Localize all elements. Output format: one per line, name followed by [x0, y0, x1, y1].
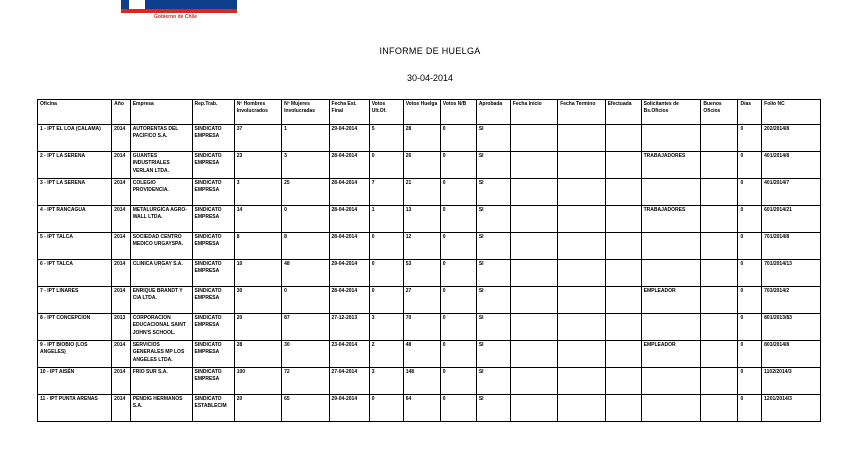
table-cell [558, 341, 605, 368]
table-cell: SI [476, 314, 510, 341]
table-cell: 64 [403, 395, 440, 422]
table-cell: SINDICATO EMPRESA [192, 314, 234, 341]
table-cell: 11 - IPT PUNTA ARENAS [38, 395, 112, 422]
column-header: Oficina [38, 100, 112, 125]
table-header-row [38, 100, 821, 125]
table-cell: 2014 [112, 395, 131, 422]
column-header: Buenos Oficios [701, 100, 738, 125]
table-cell [605, 125, 641, 152]
column-header: Días [738, 100, 762, 125]
table-cell: SINDICATO EMPRESA [192, 233, 234, 260]
table-cell [510, 314, 557, 341]
table-cell [558, 206, 605, 233]
table-cell: 401/2014/8 [762, 152, 821, 179]
table-cell: 9 - IPT BIOBIO (LOS ANGELES) [38, 341, 112, 368]
table-cell [605, 287, 641, 314]
logo-red-stripe [121, 9, 237, 13]
table-cell: 28-04-2014 [329, 152, 369, 179]
table-cell: 2 [369, 341, 403, 368]
table-row [38, 233, 821, 260]
table-cell [558, 152, 605, 179]
table-cell: 29-04-2014 [329, 395, 369, 422]
table-cell: 7 [369, 179, 403, 206]
column-header: Fecha Est. Final [329, 100, 369, 125]
table-cell: 0 [738, 368, 762, 395]
table-cell: 20 [234, 314, 281, 341]
table-cell: 2 - IPT LA SERENA [38, 152, 112, 179]
table-cell [701, 395, 738, 422]
table-cell: 27-04-2014 [329, 368, 369, 395]
table-cell: SI [476, 179, 510, 206]
table-cell: 1201/2014/3 [762, 395, 821, 422]
table-cell: 2014 [112, 368, 131, 395]
table-cell [510, 179, 557, 206]
table-cell: SI [476, 341, 510, 368]
table-cell [510, 341, 557, 368]
table-cell: 0 [369, 233, 403, 260]
table-cell: SINDICATO EMPRESA [192, 206, 234, 233]
table-cell: SI [476, 395, 510, 422]
table-cell [605, 314, 641, 341]
table-cell: 0 [440, 152, 476, 179]
table-cell [641, 314, 701, 341]
table-cell: EMPLEADOR [641, 287, 701, 314]
table-cell: FRIO SUR S.A. [130, 368, 192, 395]
table-cell: 2013 [112, 314, 131, 341]
table-cell: 3 [369, 314, 403, 341]
table-cell: 100 [234, 368, 281, 395]
table-cell [701, 287, 738, 314]
logo-caption: Gobierno de Chile [154, 14, 198, 20]
column-header: Año [112, 100, 131, 125]
table-cell: 2014 [112, 287, 131, 314]
table-cell: 27-12-2013 [329, 314, 369, 341]
table-cell: SINDICATO EMPRESA [192, 287, 234, 314]
column-header: Empresa [130, 100, 192, 125]
table-cell [558, 260, 605, 287]
table-cell: SI [476, 152, 510, 179]
column-header: Fecha Termino [558, 100, 605, 125]
table-cell: 148 [403, 368, 440, 395]
table-cell: 53 [403, 260, 440, 287]
table-cell: 0 [738, 314, 762, 341]
table-cell: 28 [403, 125, 440, 152]
table-cell: 0 [440, 314, 476, 341]
table-cell: 27 [403, 287, 440, 314]
table-cell [701, 368, 738, 395]
table-cell: 70 [403, 314, 440, 341]
table-cell: 12 [403, 233, 440, 260]
table-cell: 29-04-2014 [329, 260, 369, 287]
table-cell: 3 [282, 152, 329, 179]
table-cell: 0 [440, 233, 476, 260]
table-cell: 0 [738, 395, 762, 422]
table-cell: SOCIEDAD CENTRO MEDICO URGAYSPA. [130, 233, 192, 260]
table-cell: 0 [282, 287, 329, 314]
table-cell: 8 - IPT CONCEPCION [38, 314, 112, 341]
table-cell: GUANTES INDUSTRIALES VERLAN LTDA. [130, 152, 192, 179]
table-cell [641, 233, 701, 260]
table-cell [701, 260, 738, 287]
table-cell: 23-04-2014 [329, 341, 369, 368]
table-cell: TRABAJADORES [641, 152, 701, 179]
table-row [38, 206, 821, 233]
table-cell [558, 395, 605, 422]
table-cell [641, 125, 701, 152]
table-cell: 1 [369, 206, 403, 233]
table-cell: EMPLEADOR [641, 341, 701, 368]
table-cell: 1 [282, 125, 329, 152]
table-cell [558, 368, 605, 395]
table-cell [641, 260, 701, 287]
column-header: Folio NC [762, 100, 821, 125]
table-cell [701, 341, 738, 368]
table-cell: SINDICATO EMPRESA [192, 368, 234, 395]
column-header: Votos Huelga [403, 100, 440, 125]
table-cell [605, 395, 641, 422]
table-cell: SI [476, 233, 510, 260]
logo-star-square [129, 0, 145, 9]
table-cell: AUTORENTAS DEL PACIFICO S.A. [130, 125, 192, 152]
table-cell: 0 [440, 179, 476, 206]
table-cell: 0 [440, 395, 476, 422]
table-cell: 25 [282, 179, 329, 206]
table-cell [641, 395, 701, 422]
table-cell: 87 [282, 314, 329, 341]
table-cell: 7 - IPT LINARES [38, 287, 112, 314]
table-cell: 28-04-2014 [329, 287, 369, 314]
table-cell [558, 287, 605, 314]
table-cell: 0 [440, 341, 476, 368]
table-cell: 0 [738, 341, 762, 368]
table-cell: 14 [234, 206, 281, 233]
table-cell: 1 - IPT EL LOA (CALAMA) [38, 125, 112, 152]
table-cell [510, 152, 557, 179]
table-row [38, 287, 821, 314]
table-cell: 0 [738, 179, 762, 206]
table-cell: CORPORACION EDUCACIONAL SAINT JOHN'S SCHOOL. [130, 314, 192, 341]
table-cell [605, 341, 641, 368]
table-cell: 23 [234, 152, 281, 179]
column-header: Votos Ult.Of. [369, 100, 403, 125]
table-cell: 803/2014/8 [762, 341, 821, 368]
table-cell: 10 [234, 260, 281, 287]
table-cell [558, 314, 605, 341]
table-cell: COLEGIO PROVIDENCIA. [130, 179, 192, 206]
table-cell: 0 [440, 368, 476, 395]
table-row [38, 260, 821, 287]
table-cell: 65 [282, 395, 329, 422]
table-cell: 0 [440, 206, 476, 233]
table-cell: 28-04-2014 [329, 206, 369, 233]
table-cell: SI [476, 260, 510, 287]
table-cell: 28 [234, 341, 281, 368]
table-cell: 13 [403, 206, 440, 233]
table-cell: 8 [234, 233, 281, 260]
table-cell: 0 [282, 206, 329, 233]
table-cell [510, 125, 557, 152]
table-cell: SI [476, 368, 510, 395]
table-cell: 21 [403, 179, 440, 206]
table-cell: TRABAJADORES [641, 206, 701, 233]
table-cell: 3 - IPT LA SERENA [38, 179, 112, 206]
table-cell: SINDICATO EMPRESA [192, 152, 234, 179]
table-cell: 601/2014/21 [762, 206, 821, 233]
table-cell [558, 233, 605, 260]
table-cell [701, 233, 738, 260]
table-cell: PENDIG HERMANOS S.A. [130, 395, 192, 422]
table-cell [558, 179, 605, 206]
table-cell: 0 [738, 206, 762, 233]
table-body [38, 125, 821, 422]
column-header: Nº Hombres Involucrados [234, 100, 281, 125]
table-cell: 2014 [112, 152, 131, 179]
table-cell: SINDICATO EMPRESA [192, 341, 234, 368]
table-cell: 0 [369, 152, 403, 179]
report-title: INFORME DE HUELGA [379, 46, 481, 56]
table-cell [701, 125, 738, 152]
table-cell: 701/2014/8 [762, 233, 821, 260]
table-cell: 0 [738, 125, 762, 152]
table-cell [605, 206, 641, 233]
table-cell: 0 [738, 287, 762, 314]
table-cell: SI [476, 206, 510, 233]
column-header: Solicitantes de Bs.Oficios [641, 100, 701, 125]
table-cell: 10 - IPT AISÉN [38, 368, 112, 395]
table-cell [510, 206, 557, 233]
table-cell [605, 152, 641, 179]
table-cell: 2014 [112, 206, 131, 233]
table-cell: 2014 [112, 233, 131, 260]
table-cell [701, 314, 738, 341]
table-cell [510, 287, 557, 314]
table-row [38, 314, 821, 341]
table-cell: SINDICATO ESTABLECIM [192, 395, 234, 422]
table-cell: 703/2014/2 [762, 287, 821, 314]
table-cell [558, 125, 605, 152]
table-cell: 29-04-2014 [329, 125, 369, 152]
table-cell: 72 [282, 368, 329, 395]
table-cell [510, 260, 557, 287]
table-cell: 1102/2014/3 [762, 368, 821, 395]
table-cell [605, 368, 641, 395]
table-row [38, 125, 821, 152]
table-cell: METALURGICA AGRO-WALL LTDA. [130, 206, 192, 233]
table-cell: 20 [234, 395, 281, 422]
table-cell: 4 - IPT RANCAGUA [38, 206, 112, 233]
table-cell: 0 [738, 233, 762, 260]
table-cell: 202/2014/8 [762, 125, 821, 152]
table-cell: 28-04-2014 [329, 233, 369, 260]
table-cell: 0 [369, 287, 403, 314]
table-cell: 30 [282, 341, 329, 368]
table-cell: 701/2014/13 [762, 260, 821, 287]
table-cell: 48 [403, 341, 440, 368]
table-cell: SINDICATO EMPRESA [192, 179, 234, 206]
table-cell: 3 [369, 368, 403, 395]
table-cell: 5 - IPT TALCA [38, 233, 112, 260]
column-header: Fecha Inicio [510, 100, 557, 125]
table-row [38, 179, 821, 206]
table-cell: 30 [234, 287, 281, 314]
table-cell: 28-04-2014 [329, 179, 369, 206]
table-cell [605, 179, 641, 206]
strike-report-table [37, 99, 821, 422]
table-cell: 0 [738, 152, 762, 179]
table-row [38, 395, 821, 422]
table-cell: SINDICATO EMPRESA [192, 260, 234, 287]
table-cell: 6 - IPT TALCA [38, 260, 112, 287]
table-cell: 801/2013/83 [762, 314, 821, 341]
table-cell [701, 179, 738, 206]
table-cell [510, 395, 557, 422]
table-cell: 401/2014/7 [762, 179, 821, 206]
table-row [38, 152, 821, 179]
table-cell: 3 [234, 179, 281, 206]
table-cell: 0 [440, 287, 476, 314]
table-cell: 2014 [112, 179, 131, 206]
table-cell: CLINICA URGAY S.A. [130, 260, 192, 287]
table-cell [701, 152, 738, 179]
gobierno-logo [121, 0, 237, 13]
table-cell: 26 [403, 152, 440, 179]
column-header: Rep.Trab. [192, 100, 234, 125]
table-cell [641, 179, 701, 206]
table-cell: 0 [440, 260, 476, 287]
table-row [38, 341, 821, 368]
table-cell: SINDICATO EMPRESA [192, 125, 234, 152]
table-cell [605, 233, 641, 260]
table-cell [641, 368, 701, 395]
table-cell: 2014 [112, 125, 131, 152]
table-row [38, 368, 821, 395]
table-cell: ENRIQUE BRANDT Y CIA LTDA. [130, 287, 192, 314]
table-cell: 0 [440, 125, 476, 152]
table-cell: 5 [369, 125, 403, 152]
table-cell [510, 233, 557, 260]
report-date: 30-04-2014 [406, 73, 454, 83]
table-cell [605, 260, 641, 287]
table-cell: SI [476, 287, 510, 314]
table-cell: 2014 [112, 260, 131, 287]
table-cell: 0 [369, 260, 403, 287]
table-cell: 8 [282, 233, 329, 260]
table-cell: 0 [369, 395, 403, 422]
column-header: Votos N/B [440, 100, 476, 125]
table-cell: 37 [234, 125, 281, 152]
table-cell: 2014 [112, 341, 131, 368]
table-cell [510, 368, 557, 395]
table-cell: SERVICIOS GENERALES MP LOS ANGELES LTDA. [130, 341, 192, 368]
column-header: Nº Mujeres Involucradas [282, 100, 329, 125]
table-cell: 48 [282, 260, 329, 287]
table-cell: SI [476, 125, 510, 152]
table-cell: 0 [738, 260, 762, 287]
column-header: Efectuada [605, 100, 641, 125]
column-header: Aprobada [476, 100, 510, 125]
table-cell [701, 206, 738, 233]
